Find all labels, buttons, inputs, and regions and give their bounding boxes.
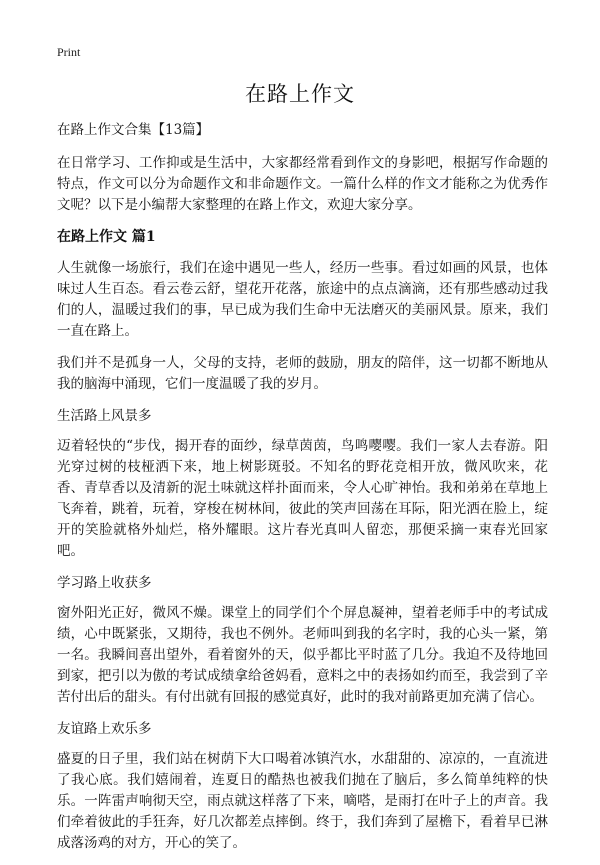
article-subtitle: 在路上作文合集【13篇】 [57,122,210,138]
paragraph-1: 人生就像一场旅行，我们在途中遇见一些人，经历一些事。看过如画的风景，也体味过人生百态。看云卷云舒，望花开花落，旅途中的点点滴滴，还有那些感动过我们的人，温暖过我们的事，早已成为我们生命中无法磨灭的美丽风景。原来，我们一直在路上。 [57,260,548,339]
intro-paragraph: 在日常学习、工作抑或是生活中，大家都经常看到作文的身影吧，根据写作命题的特点，作文可以分为命题作文和非命题作文。一篇什么样的作文才能称之为优秀作文呢？以下是小编帮大家整理的在路上作文，欢迎大家分享。 [57,155,548,213]
paragraph-5: 盛夏的日子里，我们站在树荫下大口喝着冰镇汽水，水甜甜的、凉凉的，一直流进了我心底。我们嬉闹着，连夏日的酷热也被我们抛在了脑后，多么简单纯粹的快乐。一阵雷声响彻天空，雨点就这样落了下来，嘀嗒，是雨打在叶子上的声音。我们牵着彼此的手狂奔，好几次都差点摔倒。终于，我们奔到了屋檐下，看着早已淋成落汤鸡的对方，开心的笑了。 [57,751,548,851]
page-title: 在路上作文 [245,82,355,106]
heading-life: 生活路上风景多 [57,408,152,424]
heading-friendship: 友谊路上欢乐多 [57,721,152,737]
article-body [57,120,548,865]
print-link[interactable]: Print [57,45,81,59]
paragraph-3: 迈着轻快的“步伐，揭开春的面纱，绿草茵茵，鸟鸣嘤嘤。我们一家人去春游。阳光穿过树的枝桠洒下来，地上树影斑驳。不知名的野花竞相开放，微风吹来，花香、青草香以及清新的泥土味就这样扑面而来，令人心旷神怡。我和弟弟在草地上飞奔着，跳着，玩着，穿梭在树林间，彼此的笑声回荡在耳际，阳光洒在脸上，绽开的笑脸就格外灿烂，格外耀眼。这片春光真叫人留恋，那便采摘一束春光回家吧。 [57,438,548,559]
paragraph-4: 窗外阳光正好，微风不燥。课堂上的同学们个个屏息凝神，望着老师手中的考试成绩，心中既紧张，又期待，我也不例外。老师叫到我的名字时，我的心头一紧，第一名。我瞬间喜出望外，看着窗外的天，似乎都比平时蓝了几分。我迫不及待地回到家，把引以为傲的考试成绩拿给爸妈看，意料之中的表扬如约而至，我尝到了辛苦付出后的甜头。有付出就有回报的感觉真好，此时的我对前路更加充满了信心。 [57,605,548,705]
section-1-title: 在路上作文 篇1 [57,229,156,245]
paragraph-2: 我们并不是孤身一人，父母的支持，老师的鼓励，朋友的陪伴，这一切都不断地从我的脑海中涌现，它们一度温暖了我的岁月。 [57,355,548,392]
heading-study: 学习路上收获多 [57,575,152,591]
